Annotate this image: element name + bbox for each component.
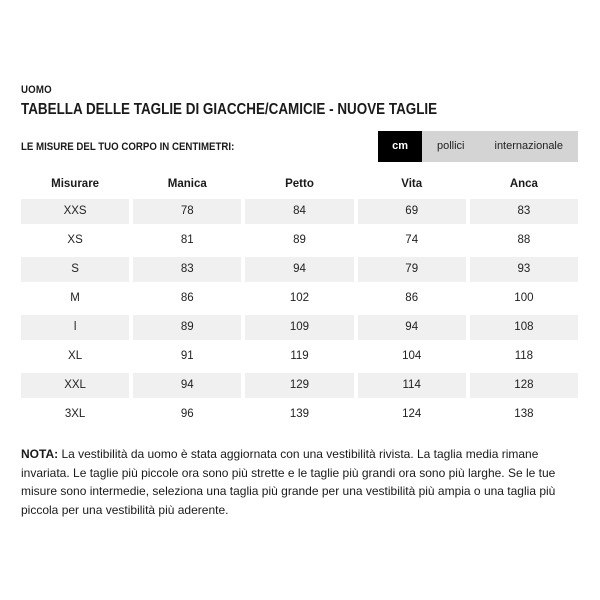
table-row — [21, 199, 578, 224]
unit-toggle — [378, 131, 578, 162]
measurement-cell: 139 — [245, 402, 353, 427]
measurement-cell: 119 — [245, 344, 353, 369]
measurement-cell: 94 — [133, 373, 241, 398]
page-title-text: TABELLA DELLE TAGLIE DI GIACCHE/CAMICIE - NUOVE TAGLIE — [21, 101, 438, 118]
measurement-cell: 89 — [133, 315, 241, 340]
measurement-cell: 138 — [470, 402, 578, 427]
table-row — [21, 402, 578, 427]
controls-row — [21, 131, 578, 162]
size-cell: S — [21, 257, 129, 282]
table-row — [21, 315, 578, 340]
column-header-misurare: Misurare — [51, 178, 100, 190]
measurement-cell: 83 — [133, 257, 241, 282]
size-cell: l — [21, 315, 129, 340]
measurement-cell: 118 — [470, 344, 578, 369]
measurement-cell: 86 — [358, 286, 466, 311]
category-label-text: UOMO — [21, 84, 52, 96]
measurement-cell: 128 — [470, 373, 578, 398]
size-cell: XXL — [21, 373, 129, 398]
measurement-cell: 83 — [470, 199, 578, 224]
measurement-cell: 114 — [358, 373, 466, 398]
unit-option-cm[interactable]: cm — [378, 131, 422, 162]
table-row — [21, 344, 578, 369]
measurement-cell: 86 — [133, 286, 241, 311]
size-cell: XL — [21, 344, 129, 369]
size-cell: 3XL — [21, 402, 129, 427]
measurement-cell: 88 — [470, 228, 578, 253]
measurement-cell: 100 — [470, 286, 578, 311]
measurement-cell: 93 — [470, 257, 578, 282]
page-title — [21, 101, 578, 119]
measure-unit-caption-text: LE MISURE DEL TUO CORPO IN CENTIMETRI: — [21, 140, 235, 153]
measurement-cell: 81 — [133, 228, 241, 253]
size-cell: XXS — [21, 199, 129, 224]
table-row — [21, 257, 578, 282]
measurement-cell: 91 — [133, 344, 241, 369]
fit-note — [21, 445, 573, 519]
measurement-cell: 129 — [245, 373, 353, 398]
table-body — [21, 199, 578, 427]
measurement-cell: 89 — [245, 228, 353, 253]
category-label — [21, 84, 578, 96]
measurement-cell: 124 — [358, 402, 466, 427]
size-cell: XS — [21, 228, 129, 253]
measurement-cell: 109 — [245, 315, 353, 340]
column-header-anca: Anca — [509, 178, 538, 190]
measurement-cell: 102 — [245, 286, 353, 311]
measurement-cell: 74 — [358, 228, 466, 253]
table-row — [21, 228, 578, 253]
size-cell: M — [21, 286, 129, 311]
unit-option-pollici[interactable]: pollici — [422, 131, 480, 162]
table-row — [21, 373, 578, 398]
measurement-cell: 79 — [358, 257, 466, 282]
unit-option-internazionale[interactable]: internazionale — [480, 131, 579, 162]
table-row — [21, 286, 578, 311]
measure-unit-caption — [21, 141, 263, 153]
size-table — [21, 178, 578, 427]
measurement-cell: 96 — [133, 402, 241, 427]
measurement-cell: 108 — [470, 315, 578, 340]
measurement-cell: 104 — [358, 344, 466, 369]
fit-note-text: La vestibilità da uomo è stata aggiornata con una vestibilità rivista. La taglia media rimane invariata. Le taglie più piccole ora sono più strette e le taglie più grandi ora sono più larghe. Se le tue misure sono intermedie, seleziona una taglia più grande per una vestibilità più ampia o una taglia più piccola per una vestibilità più aderente. — [21, 447, 556, 517]
measurement-cell: 94 — [245, 257, 353, 282]
table-header-row — [21, 178, 578, 190]
measurement-cell: 78 — [133, 199, 241, 224]
measurement-cell: 69 — [358, 199, 466, 224]
measurement-cell: 84 — [245, 199, 353, 224]
fit-note-label: NOTA: — [21, 447, 59, 461]
measurement-cell: 94 — [358, 315, 466, 340]
column-header-vita: Vita — [401, 178, 423, 190]
column-header-manica: Manica — [167, 178, 207, 190]
column-header-petto: Petto — [285, 178, 314, 190]
